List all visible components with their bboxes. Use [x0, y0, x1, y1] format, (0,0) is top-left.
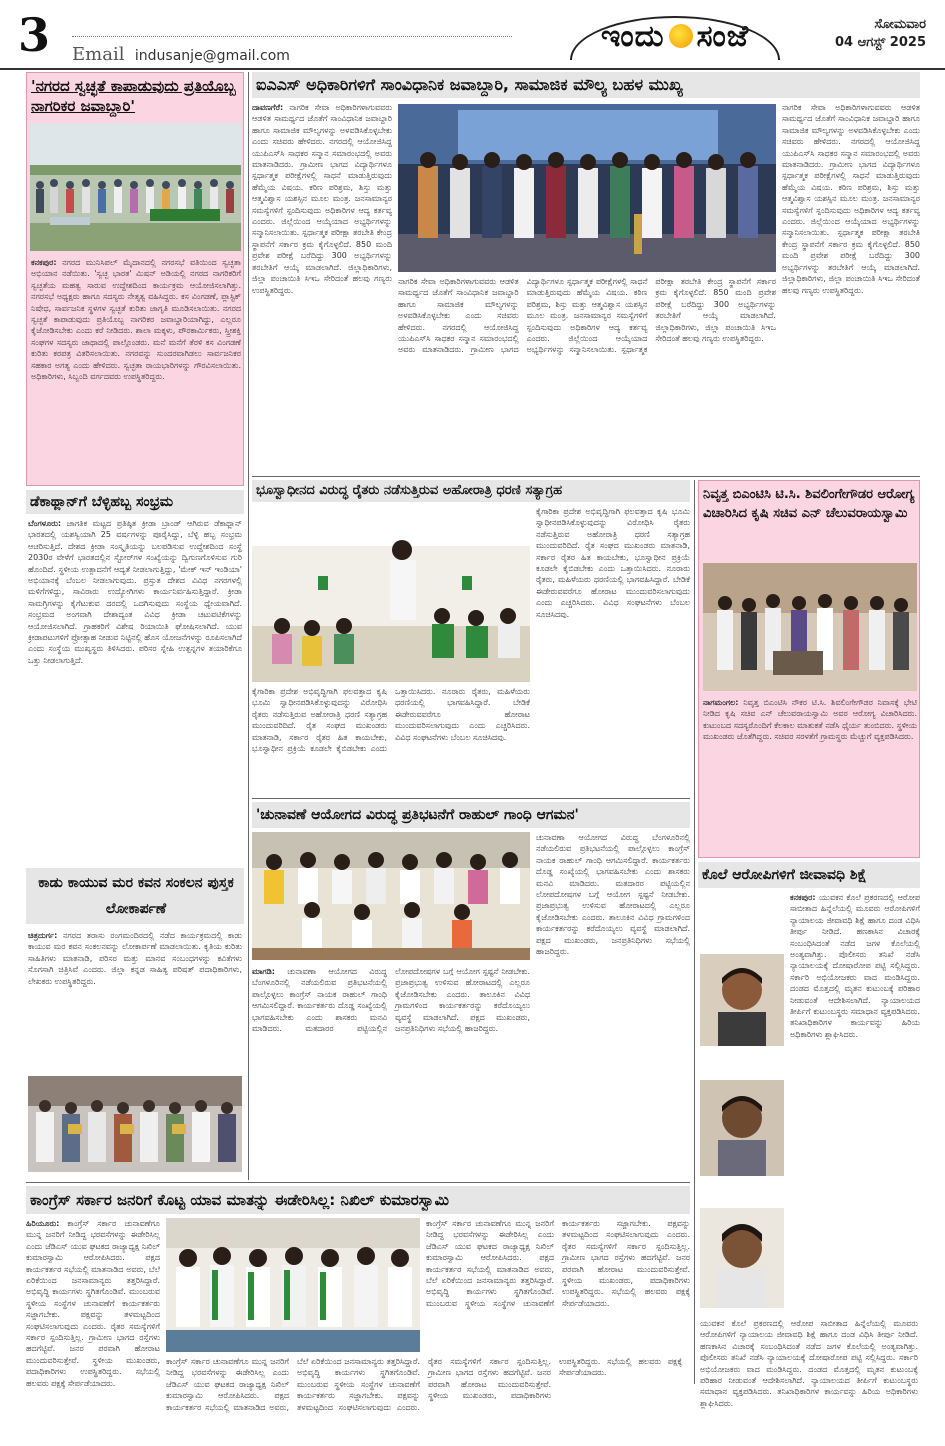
headline-nikhil: ಕಾಂಗ್ರೆಸ್ ಸರ್ಕಾರ ಜನರಿಗೆ ಕೊಟ್ಟ ಯಾವ ಮಾತನ್ನು ಈಡೇರಿಸಿಲ್ಲ: ನಿಖಿಲ್ ಕುಮಾರಸ್ವಾಮಿ [30, 1191, 450, 1209]
text-rahul-right: ಚುನಾವಣಾ ಆಯೋಗದ ವಿರುದ್ಧ ಬೆಂಗಳೂರಿನಲ್ಲಿ ನಡೆಯಲಿರುವ ಪ್ರತಿಭಟನೆಯಲ್ಲಿ ಪಾಲ್ಗೊಳ್ಳಲು ಕಾಂಗ್ರೆಸ್ ನಾಯಕ ರಾಹುಲ್ ಗಾಂಧಿ ಆಗಮಿಸಲಿದ್ದಾರೆ. ಕಾರ್ಯಕರ್ತರು ದೊಡ್ಡ ಸಂಖ್ಯೆಯಲ್ಲಿ ಭಾಗವಹಿಸಬೇಕು ಎಂದು ಶಾಸಕರು ಮನವಿ ಮಾಡಿದರು. ಮತದಾರರ ಪಟ್ಟಿಯಲ್ಲಿನ ಲೋಪದೋಷಗಳ ಬಗ್ಗೆ ಆಯೋಗ ಸ್ಪಷ್ಟನೆ ನೀಡಬೇಕು. ಪ್ರಜಾಪ್ರಭುತ್ವ ಉಳಿಸುವ ಹೋರಾಟದಲ್ಲಿ ಎಲ್ಲರೂ ಕೈಜೋಡಿಸಬೇಕು ಎಂದರು. ತಾಲೂಕಿನ ವಿವಿಧ ಗ್ರಾಮಗಳಿಂದ ಕಾರ್ಯಕರ್ತರನ್ನು ಕರೆದೊಯ್ಯಲು ವ್ಯವಸ್ಥೆ ಮಾಡಲಾಗಿದೆ. ಪಕ್ಷದ ಮುಖಂಡರು, ಜನಪ್ರತಿನಿಧಿಗಳು ಸಭೆಯಲ್ಲಿ ಹಾಜರಿದ್ದರು. [536, 833, 690, 957]
headline-book-release: ಕಾಡು ಕಾಯುವ ಮರ ಕವನ ಸಂಕಲನ ಪುಸ್ತಕ ಲೋಕಾರ್ಪಣೆ [38, 875, 234, 917]
issue-date-text: 04 ಆಗಸ್ಟ್ 2025 [835, 35, 926, 51]
masthead [0, 0, 945, 70]
body-city-clean [31, 257, 241, 483]
newspaper-logo [560, 14, 790, 58]
party-meeting-illustration [252, 832, 530, 960]
article-life-sentence [698, 862, 920, 1422]
article-retired-visit [698, 480, 920, 858]
text-book-release: ನಗರದ ತರಾಸು ರಂಗಮಂದಿರದಲ್ಲಿ ನಡೆದ ಕಾರ್ಯಕ್ರಮದಲ್ಲಿ ಕಾಡು ಕಾಯುವ ಮರ ಕವನ ಸಂಕಲನವನ್ನು ಲೋಕಾರ್ಪಣೆ ಮಾಡಲಾಯಿತು. ಕೃತಿಯ ಕುರಿತು ಸಾಹಿತಿಗಳು ಮಾತನಾಡಿ, ಪರಿಸರ ಮತ್ತು ಮಾನವ ಸಂಬಂಧಗಳನ್ನು ಕವಿತೆಗಳು ಸೊಗಸಾಗಿ ಚಿತ್ರಿಸಿವೆ ಎಂದರು. ಜಿಲ್ಲಾ ಕನ್ನಡ ಸಾಹಿತ್ಯ ಪರಿಷತ್ ಪದಾಧಿಕಾರಿಗಳು, ಲೇಖಕರು ಉಪಸ್ಥಿತರಿದ್ದರು. [28, 931, 242, 986]
body-farmers-bottom [252, 686, 530, 792]
text-rahul: ಚುನಾವಣಾ ಆಯೋಗದ ವಿರುದ್ಧ ಬೆಂಗಳೂರಿನಲ್ಲಿ ನಡೆಯಲಿರುವ ಪ್ರತಿಭಟನೆಯಲ್ಲಿ ಪಾಲ್ಗೊಳ್ಳಲು ಕಾಂಗ್ರೆಸ್ ನಾಯಕ ರಾಹುಲ್ ಗಾಂಧಿ ಆಗಮಿಸಲಿದ್ದಾರೆ. ಕಾರ್ಯಕರ್ತರು ದೊಡ್ಡ ಸಂಖ್ಯೆಯಲ್ಲಿ ಭಾಗವಹಿಸಬೇಕು ಎಂದು ಶಾಸಕರು ಮನವಿ ಮಾಡಿದರು. ಮತದಾರರ ಪಟ್ಟಿಯಲ್ಲಿನ ಲೋಪದೋಷಗಳ ಬಗ್ಗೆ ಆಯೋಗ ಸ್ಪಷ್ಟನೆ ನೀಡಬೇಕು. ಪ್ರಜಾಪ್ರಭುತ್ವ ಉಳಿಸುವ ಹೋರಾಟದಲ್ಲಿ ಎಲ್ಲರೂ ಕೈಜೋಡಿಸಬೇಕು ಎಂದರು. ತಾಲೂಕಿನ ವಿವಿಧ ಗ್ರಾಮಗಳಿಂದ ಕಾರ್ಯಕರ್ತರನ್ನು ಕರೆದೊಯ್ಯಲು ವ್ಯವಸ್ಥೆ ಮಾಡಲಾಗಿದೆ. ಪಕ್ಷದ ಮುಖಂಡರು, ಜನಪ್ರತಿನಿಧಿಗಳು ಸಭೆಯಲ್ಲಿ ಹಾಜರಿದ್ದರು. [252, 967, 530, 1034]
body-life-sentence-bottom [700, 1318, 918, 1418]
text-nikhil-right: ಕಾಂಗ್ರೆಸ್ ಸರ್ಕಾರ ಚುನಾವಣೆಗೂ ಮುನ್ನ ಜನರಿಗೆ ನೀಡಿದ್ದ ಭರವಸೆಗಳನ್ನು ಈಡೇರಿಸಿಲ್ಲ ಎಂದು ಜೆಡಿಎಸ್ ಯುವ ಘಟಕದ ರಾಜ್ಯಾಧ್ಯಕ್ಷ ನಿಖಿಲ್ ಕುಮಾರಸ್ವಾಮಿ ಆರೋಪಿಸಿದರು. ಪಕ್ಷದ ಕಾರ್ಯಕರ್ತರ ಸಭೆಯಲ್ಲಿ ಮಾತನಾಡಿದ ಅವರು, ಬೆಲೆ ಏರಿಕೆಯಿಂದ ಜನಸಾಮಾನ್ಯರು ತತ್ತರಿಸಿದ್ದಾರೆ. ಅಭಿವೃದ್ಧಿ ಕಾರ್ಯಗಳು ಸ್ಥಗಿತಗೊಂಡಿವೆ. ಮುಂಬರುವ ಸ್ಥಳೀಯ ಸಂಸ್ಥೆಗಳ ಚುನಾವಣೆಗೆ ಕಾರ್ಯಕರ್ತರು ಸಜ್ಜಾಗಬೇಕು. ಪಕ್ಷವನ್ನು ತಳಮಟ್ಟದಿಂದ ಸಂಘಟಿಸಲಾಗುವುದು ಎಂದರು. ರೈತರ ಸಮಸ್ಯೆಗಳಿಗೆ ಸರ್ಕಾರ ಸ್ಪಂದಿಸುತ್ತಿಲ್ಲ. ಗ್ರಾಮೀಣ ಭಾಗದ ರಸ್ತೆಗಳು ಹದಗೆಟ್ಟಿವೆ. ಜನರ ಪರವಾಗಿ ಹೋರಾಟ ಮುಂದುವರಿಸುತ್ತೇವೆ. ಸ್ಥಳೀಯ ಮುಖಂಡರು, ಪದಾಧಿಕಾರಿಗಳು ಉಪಸ್ಥಿತರಿದ್ದರು. ಸಭೆಯಲ್ಲಿ ಹಲವರು ಪಕ್ಷಕ್ಕೆ ಸೇರ್ಪಡೆಯಾದರು. [426, 1219, 690, 1308]
text-life-sentence: ಯುವಕನ ಕೊಲೆ ಪ್ರಕರಣದಲ್ಲಿ ಆರೋಪ ಸಾಬೀತಾದ ಹಿನ್ನೆಲೆಯಲ್ಲಿ ಮೂವರು ಆರೋಪಿಗಳಿಗೆ ನ್ಯಾಯಾಲಯ ಜೀವಾವಧಿ ಶಿಕ್ಷೆ ಹಾಗೂ ದಂಡ ವಿಧಿಸಿ ತೀರ್ಪು ನೀಡಿದೆ. ಹಣಕಾಸಿನ ವಿಚಾರಕ್ಕೆ ಸಂಬಂಧಿಸಿದಂತೆ ನಡೆದ ಜಗಳ ಕೊಲೆಯಲ್ಲಿ ಅಂತ್ಯವಾಗಿತ್ತು. ಪೊಲೀಸರು ತನಿಖೆ ನಡೆಸಿ ನ್ಯಾಯಾಲಯಕ್ಕೆ ದೋಷಾರೋಪ ಪಟ್ಟಿ ಸಲ್ಲಿಸಿದ್ದರು. ಸರ್ಕಾರಿ ಅಭಿಯೋಜಕರು ವಾದ ಮಂಡಿಸಿದ್ದರು. ದಂಡದ ಮೊತ್ತದಲ್ಲಿ ಮೃತನ ಕುಟುಂಬಕ್ಕೆ ಪರಿಹಾರ ನೀಡುವಂತೆ ಆದೇಶಿಸಲಾಗಿದೆ. ನ್ಯಾಯಾಲಯದ ತೀರ್ಪಿಗೆ ಕುಟುಂಬಸ್ಥರು ಸಮಾಧಾನ ವ್ಯಕ್ತಪಡಿಸಿದರು. ತನಿಖಾಧಿಕಾರಿಗಳ ಕಾರ್ಯವನ್ನು ಹಿರಿಯ ಅಧಿಕಾರಿಗಳು ಶ್ಲಾಘಿಸಿದರು. [790, 893, 920, 1039]
article-city-clean [26, 72, 244, 486]
headline-retired-visit: ನಿವೃತ್ತ ಬಿಎಂಟಿಸಿ ಟಿ.ಸಿ. ಶಿವಲಿಂಗೇಗೌಡರ ಆರೋಗ್ಯ ವಿಚಾರಿಸಿದ ಕೃಷಿ ಸಚಿವ ಎನ್ ಚೆಲುವರಾಯಸ್ವಾಮಿ [703, 487, 915, 521]
body-ias-left [252, 102, 392, 472]
photo-accused-3 [700, 1208, 784, 1308]
masthead-rule [72, 36, 512, 37]
body-book-release [28, 930, 242, 1072]
book-release-illustration [28, 1076, 242, 1172]
page-number: 3 [18, 8, 51, 62]
text-ias-continued: ನಾಗರಿಕ ಸೇವಾ ಅಧಿಕಾರಿಗಳಾಗುವವರು ಆಡಳಿತ ಸಾಮರ್ಥ್ಯದ ಜೊತೆಗೆ ಸಾಂವಿಧಾನಿಕ ಜವಾಬ್ದಾರಿ ಹಾಗೂ ಸಾಮಾಜಿಕ ಮೌಲ್ಯಗಳನ್ನು ಅಳವಡಿಸಿಕೊಳ್ಳಬೇಕು ಎಂದು ಸಚಿವರು ಹೇಳಿದರು. ನಗರದಲ್ಲಿ ಆಯೋಜಿಸಿದ್ದ ಯುಪಿಎಸ್‌ಸಿ ಸಾಧಕರ ಸನ್ಮಾನ ಸಮಾರಂಭದಲ್ಲಿ ಅವರು ಮಾತನಾಡಿದರು. ಗ್ರಾಮೀಣ ಭಾಗದ ವಿದ್ಯಾರ್ಥಿಗಳೂ ಸ್ಪರ್ಧಾತ್ಮಕ ಪರೀಕ್ಷೆಗಳಲ್ಲಿ ಸಾಧನೆ ಮಾಡುತ್ತಿರುವುದು ಹೆಮ್ಮೆಯ ವಿಷಯ. ಕಠಿಣ ಪರಿಶ್ರಮ, ಶಿಸ್ತು ಮತ್ತು ಆತ್ಮವಿಶ್ವಾಸ ಯಶಸ್ಸಿನ ಮೂಲ ಮಂತ್ರ. ಜನಸಾಮಾನ್ಯರ ಸಮಸ್ಯೆಗಳಿಗೆ ಸ್ಪಂದಿಸುವುದು ಅಧಿಕಾರಿಗಳ ಆದ್ಯ ಕರ್ತವ್ಯ ಎಂದರು. ಜಿಲ್ಲೆಯಿಂದ ಆಯ್ಕೆಯಾದ ಅಭ್ಯರ್ಥಿಗಳನ್ನು ಸನ್ಮಾನಿಸಲಾಯಿತು. ಸ್ಪರ್ಧಾತ್ಮಕ ಪರೀಕ್ಷಾ ತರಬೇತಿ ಕೇಂದ್ರ ಸ್ಥಾಪನೆಗೆ ಸರ್ಕಾರ ಕ್ರಮ ಕೈಗೊಳ್ಳಲಿದೆ. 850 ಮಂದಿ ಪ್ರವೇಶ ಪರೀಕ್ಷೆ ಬರೆದಿದ್ದು 300 ಅಭ್ಯರ್ಥಿಗಳನ್ನು ತರಬೇತಿಗೆ ಆಯ್ಕೆ ಮಾಡಲಾಗಿದೆ. ಜಿಲ್ಲಾಧಿಕಾರಿಗಳು, ಜಿಲ್ಲಾ ಪಂಚಾಯಿತಿ ಸಿಇಒ ಸೇರಿದಂತೆ ಹಲವು ಗಣ್ಯರು ಉಪಸ್ಥಿತರಿದ್ದರು. [398, 277, 776, 355]
headline-decathlon: ಡೆಕಾಥ್ಲಾನ್‌ಗೆ ಬೆಳ್ಳಿಹಬ್ಬ ಸಂಭ್ರಮ [30, 494, 174, 510]
text-ias: ನಾಗರಿಕ ಸೇವಾ ಅಧಿಕಾರಿಗಳಾಗುವವರು ಆಡಳಿತ ಸಾಮರ್ಥ್ಯದ ಜೊತೆಗೆ ಸಾಂವಿಧಾನಿಕ ಜವಾಬ್ದಾರಿ ಹಾಗೂ ಸಾಮಾಜಿಕ ಮೌಲ್ಯಗಳನ್ನು ಅಳವಡಿಸಿಕೊಳ್ಳಬೇಕು ಎಂದು ಸಚಿವರು ಹೇಳಿದರು. ನಗರದಲ್ಲಿ ಆಯೋಜಿಸಿದ್ದ ಯುಪಿಎಸ್‌ಸಿ ಸಾಧಕರ ಸನ್ಮಾನ ಸಮಾರಂಭದಲ್ಲಿ ಅವರು ಮಾತನಾಡಿದರು. ಗ್ರಾಮೀಣ ಭಾಗದ ವಿದ್ಯಾರ್ಥಿಗಳೂ ಸ್ಪರ್ಧಾತ್ಮಕ ಪರೀಕ್ಷೆಗಳಲ್ಲಿ ಸಾಧನೆ ಮಾಡುತ್ತಿರುವುದು ಹೆಮ್ಮೆಯ ವಿಷಯ. ಕಠಿಣ ಪರಿಶ್ರಮ, ಶಿಸ್ತು ಮತ್ತು ಆತ್ಮವಿಶ್ವಾಸ ಯಶಸ್ಸಿನ ಮೂಲ ಮಂತ್ರ. ಜನಸಾಮಾನ್ಯರ ಸಮಸ್ಯೆಗಳಿಗೆ ಸ್ಪಂದಿಸುವುದು ಅಧಿಕಾರಿಗಳ ಆದ್ಯ ಕರ್ತವ್ಯ ಎಂದರು. ಜಿಲ್ಲೆಯಿಂದ ಆಯ್ಕೆಯಾದ ಅಭ್ಯರ್ಥಿಗಳನ್ನು ಸನ್ಮಾನಿಸಲಾಯಿತು. ಸ್ಪರ್ಧಾತ್ಮಕ ಪರೀಕ್ಷಾ ತರಬೇತಿ ಕೇಂದ್ರ ಸ್ಥಾಪನೆಗೆ ಸರ್ಕಾರ ಕ್ರಮ ಕೈಗೊಳ್ಳಲಿದೆ. 850 ಮಂದಿ ಪ್ರವೇಶ ಪರೀಕ್ಷೆ ಬರೆದಿದ್ದು 300 ಅಭ್ಯರ್ಥಿಗಳನ್ನು ತರಬೇತಿಗೆ ಆಯ್ಕೆ ಮಾಡಲಾಗಿದೆ. ಜಿಲ್ಲಾಧಿಕಾರಿಗಳು, ಜಿಲ್ಲಾ ಪಂಚಾಯಿತಿ ಸಿಇಒ ಸೇರಿದಂತೆ ಹಲವು ಗಣ್ಯರು ಉಪಸ್ಥಿತರಿದ್ದರು. [252, 103, 392, 295]
article-nikhil [26, 1186, 690, 1422]
body-retired-visit [703, 697, 917, 853]
headline-farmers: ಭೂಸ್ವಾಧೀನದ ವಿರುದ್ಧ ರೈತರು ನಡೆಸುತ್ತಿರುವ ಅಹೋರಾತ್ರಿ ಧರಣಿ ಸತ್ಯಾಗ್ರಹ [256, 483, 563, 498]
logo-text-right: ಸಂಜೆ [696, 18, 750, 54]
text-farmers-continued: ಕೈಗಾರಿಕಾ ಪ್ರದೇಶ ಅಭಿವೃದ್ಧಿಗಾಗಿ ಫಲವತ್ತಾದ ಕೃಷಿ ಭೂಮಿ ಸ್ವಾಧೀನಪಡಿಸಿಕೊಳ್ಳುವುದನ್ನು ವಿರೋಧಿಸಿ ರೈತರು ನಡೆಸುತ್ತಿರುವ ಅಹೋರಾತ್ರಿ ಧರಣಿ ಸತ್ಯಾಗ್ರಹ ಮುಂದುವರಿದಿದೆ. ರೈತ ಸಂಘದ ಮುಖಂಡರು ಮಾತನಾಡಿ, ಸರ್ಕಾರ ರೈತರ ಹಿತ ಕಾಯಬೇಕು, ಭೂಸ್ವಾಧೀನ ಪ್ರಕ್ರಿಯೆ ಕೂಡಲೇ ಕೈಬಿಡಬೇಕು ಎಂದು ಒತ್ತಾಯಿಸಿದರು. ನೂರಾರು ರೈತರು, ಮಹಿಳೆಯರು ಧರಣಿಯಲ್ಲಿ ಭಾಗವಹಿಸಿದ್ದಾರೆ. ಬೇಡಿಕೆ ಈಡೇರುವವರೆಗೂ ಹೋರಾಟ ಮುಂದುವರಿಸಲಾಗುವುದು ಎಂದು ಎಚ್ಚರಿಸಿದರು. ವಿವಿಧ ಸಂಘಟನೆಗಳು ಬೆಂಬಲ ಸೂಚಿಸಿದವು. [252, 687, 530, 754]
text-ias-right: ನಾಗರಿಕ ಸೇವಾ ಅಧಿಕಾರಿಗಳಾಗುವವರು ಆಡಳಿತ ಸಾಮರ್ಥ್ಯದ ಜೊತೆಗೆ ಸಾಂವಿಧಾನಿಕ ಜವಾಬ್ದಾರಿ ಹಾಗೂ ಸಾಮಾಜಿಕ ಮೌಲ್ಯಗಳನ್ನು ಅಳವಡಿಸಿಕೊಳ್ಳಬೇಕು ಎಂದು ಸಚಿವರು ಹೇಳಿದರು. ನಗರದಲ್ಲಿ ಆಯೋಜಿಸಿದ್ದ ಯುಪಿಎಸ್‌ಸಿ ಸಾಧಕರ ಸನ್ಮಾನ ಸಮಾರಂಭದಲ್ಲಿ ಅವರು ಮಾತನಾಡಿದರು. ಗ್ರಾಮೀಣ ಭಾಗದ ವಿದ್ಯಾರ್ಥಿಗಳೂ ಸ್ಪರ್ಧಾತ್ಮಕ ಪರೀಕ್ಷೆಗಳಲ್ಲಿ ಸಾಧನೆ ಮಾಡುತ್ತಿರುವುದು ಹೆಮ್ಮೆಯ ವಿಷಯ. ಕಠಿಣ ಪರಿಶ್ರಮ, ಶಿಸ್ತು ಮತ್ತು ಆತ್ಮವಿಶ್ವಾಸ ಯಶಸ್ಸಿನ ಮೂಲ ಮಂತ್ರ. ಜನಸಾಮಾನ್ಯರ ಸಮಸ್ಯೆಗಳಿಗೆ ಸ್ಪಂದಿಸುವುದು ಅಧಿಕಾರಿಗಳ ಆದ್ಯ ಕರ್ತವ್ಯ ಎಂದರು. ಜಿಲ್ಲೆಯಿಂದ ಆಯ್ಕೆಯಾದ ಅಭ್ಯರ್ಥಿಗಳನ್ನು ಸನ್ಮಾನಿಸಲಾಯಿತು. ಸ್ಪರ್ಧಾತ್ಮಕ ಪರೀಕ್ಷಾ ತರಬೇತಿ ಕೇಂದ್ರ ಸ್ಥಾಪನೆಗೆ ಸರ್ಕಾರ ಕ್ರಮ ಕೈಗೊಳ್ಳಲಿದೆ. 850 ಮಂದಿ ಪ್ರವೇಶ ಪರೀಕ್ಷೆ ಬರೆದಿದ್ದು 300 ಅಭ್ಯರ್ಥಿಗಳನ್ನು ತರಬೇತಿಗೆ ಆಯ್ಕೆ ಮಾಡಲಾಗಿದೆ. ಜಿಲ್ಲಾಧಿಕಾರಿಗಳು, ಜಿಲ್ಲಾ ಪಂಚಾಯಿತಿ ಸಿಇಒ ಸೇರಿದಂತೆ ಹಲವು ಗಣ್ಯರು ಉಪಸ್ಥಿತರಿದ್ದರು. [782, 103, 920, 295]
accused-portrait-1 [700, 954, 784, 1046]
dateline-life-sentence: ಕನಕಪುರ: [790, 893, 816, 902]
body-farmers-right [536, 506, 690, 792]
photo-rahul-meeting [252, 832, 530, 960]
photo-book-release [28, 1076, 242, 1172]
photo-accused-2 [700, 1080, 784, 1176]
retired-family-illustration [703, 563, 917, 691]
photo-ias-felicitation [398, 104, 776, 272]
email-address[interactable]: indusanje@gmail.com [134, 48, 290, 64]
photo-nikhil-rally [166, 1218, 420, 1352]
text-life-sentence-continued: ಯುವಕನ ಕೊಲೆ ಪ್ರಕರಣದಲ್ಲಿ ಆರೋಪ ಸಾಬೀತಾದ ಹಿನ್ನೆಲೆಯಲ್ಲಿ ಮೂವರು ಆರೋಪಿಗಳಿಗೆ ನ್ಯಾಯಾಲಯ ಜೀವಾವಧಿ ಶಿಕ್ಷೆ ಹಾಗೂ ದಂಡ ವಿಧಿಸಿ ತೀರ್ಪು ನೀಡಿದೆ. ಹಣಕಾಸಿನ ವಿಚಾರಕ್ಕೆ ಸಂಬಂಧಿಸಿದಂತೆ ನಡೆದ ಜಗಳ ಕೊಲೆಯಲ್ಲಿ ಅಂತ್ಯವಾಗಿತ್ತು. ಪೊಲೀಸರು ತನಿಖೆ ನಡೆಸಿ ನ್ಯಾಯಾಲಯಕ್ಕೆ ದೋಷಾರೋಪ ಪಟ್ಟಿ ಸಲ್ಲಿಸಿದ್ದರು. ಸರ್ಕಾರಿ ಅಭಿಯೋಜಕರು ವಾದ ಮಂಡಿಸಿದ್ದರು. ದಂಡದ ಮೊತ್ತದಲ್ಲಿ ಮೃತನ ಕುಟುಂಬಕ್ಕೆ ಪರಿಹಾರ ನೀಡುವಂತೆ ಆದೇಶಿಸಲಾಗಿದೆ. ನ್ಯಾಯಾಲಯದ ತೀರ್ಪಿಗೆ ಕುಟುಂಬಸ್ಥರು ಸಮಾಧಾನ ವ್ಯಕ್ತಪಡಿಸಿದರು. ತನಿಖಾಧಿಕಾರಿಗಳ ಕಾರ್ಯವನ್ನು ಹಿರಿಯ ಅಧಿಕಾರಿಗಳು ಶ್ಲಾಘಿಸಿದರು. [700, 1319, 918, 1408]
logo-text-left: ಇಂದು [600, 18, 665, 54]
body-nikhil-right [426, 1218, 690, 1420]
text-city-clean: ನಗರದ ಮುನಿಸಿಪಲ್ ಮೈದಾನದಲ್ಲಿ ನಗರಸಭೆ ವತಿಯಿಂದ ಸ್ವಚ್ಛತಾ ಅಭಿಯಾನ ನಡೆಯಿತು. 'ಸ್ವಚ್ಛ ಭಾರತ' ಮಿಷನ್ ಅಡಿಯಲ್ಲಿ ನಗರದ ನಾಗರಿಕರಿಗೆ ಸ್ವಚ್ಛತೆಯ ಮಹತ್ವ ಸಾರುವ ಉದ್ದೇಶದಿಂದ ಕಾರ್ಯಕ್ರಮ ಆಯೋಜಿಸಲಾಗಿತ್ತು. ನಗರಸಭೆ ಅಧ್ಯಕ್ಷರು ಹಾಗೂ ಸದಸ್ಯರು ನೇತೃತ್ವ ವಹಿಸಿದ್ದರು. ಕಸ ವಿಂಗಡಣೆ, ಪ್ಲಾಸ್ಟಿಕ್ ನಿಷೇಧ, ಸಾರ್ವಜನಿಕ ಸ್ಥಳಗಳ ಸ್ವಚ್ಛತೆ ಕುರಿತು ಜಾಗೃತಿ ಮೂಡಿಸಲಾಯಿತು. ನಗರದ ಸ್ವಚ್ಛತೆ ಕಾಪಾಡುವುದು ಪ್ರತಿಯೊಬ್ಬ ನಾಗರಿಕರ ಜವಾಬ್ದಾರಿಯಾಗಿದ್ದು, ಎಲ್ಲರೂ ಕೈಜೋಡಿಸಬೇಕು ಎಂದು ಕರೆ ನೀಡಿದರು. ಶಾಲಾ ಮಕ್ಕಳು, ಪೌರಕಾರ್ಮಿಕರು, ಸ್ತ್ರೀಶಕ್ತಿ ಸಂಘಗಳ ಸದಸ್ಯರು ಜಾಥಾದಲ್ಲಿ ಪಾಲ್ಗೊಂಡರು. ಮನೆ ಮನೆಗೆ ತೆರಳಿ ಕಸ ವಿಂಗಡಣೆ ಕುರಿತು ಕರಪತ್ರ ವಿತರಿಸಲಾಯಿತು. ನಗರವನ್ನು ಸುಂದರವಾಗಿಡಲು ಸಾರ್ವಜನಿಕರ ಸಹಕಾರ ಅಗತ್ಯ ಎಂದು ಹೇಳಿದರು. ಸ್ವಚ್ಛತಾ ರಾಯಭಾರಿಗಳನ್ನು ಗೌರವಿಸಲಾಯಿತು. ಅಧಿಕಾರಿಗಳು, ಸಿಬ್ಬಂದಿ ವರ್ಗದವರು ಉಪಸ್ಥಿತರಿದ್ದರು. [31, 258, 241, 382]
dateline-rahul: ಮಾಗಡಿ: [252, 967, 275, 976]
dateline-decathlon: ಬೆಂಗಳೂರು: [28, 519, 62, 528]
dateline-nikhil: ಹಿರಿಯೂರು: [26, 1219, 60, 1228]
headline-city-clean: 'ನಗರದ ಸ್ವಚ್ಛತೆ ಕಾಪಾಡುವುದು ಪ್ರತಿಯೊಬ್ಬ ನಾಗರಿಕರ ಜವಾಬ್ದಾರಿ' [31, 77, 236, 115]
body-nikhil-bottom [166, 1356, 682, 1420]
headline-rahul: 'ಚುನಾವಣೆ ಆಯೋಗದ ವಿರುದ್ಧ ಪ್ರತಿಭಟನೆಗೆ ರಾಹುಲ್ ಗಾಂಧಿ ಆಗಮನ' [256, 807, 579, 823]
text-decathlon: ಜಾಗತಿಕ ಮಟ್ಟದ ಪ್ರತಿಷ್ಠಿತ ಕ್ರೀಡಾ ಬ್ರಾಂಡ್ ಆಗಿರುವ ಡೆಕಾಥ್ಲಾನ್ ಭಾರತದಲ್ಲಿ ಯಶಸ್ವಿಯಾಗಿ 25 ವರ್ಷಗಳನ್ನು ಪೂರೈಸಿದ್ದು, ಬೆಳ್ಳಿ ಹಬ್ಬ ಸಂಭ್ರಮ ಆಚರಿಸುತ್ತಿದೆ. ದೇಶದ ಕ್ರೀಡಾ ಸಂಸ್ಕೃತಿಯನ್ನು ಬಲಪಡಿಸುವ ಉದ್ದೇಶದಿಂದ ಸಂಸ್ಥೆ 2030ರ ವೇಳೆಗೆ ಭಾರತದಲ್ಲಿನ ಸ್ಟೋರ್‌ಗಳ ಸಂಖ್ಯೆಯನ್ನು ದ್ವಿಗುಣಗೊಳಿಸುವ ಗುರಿ ಹೊಂದಿದೆ. ಸ್ಥಳೀಯ ಉತ್ಪಾದನೆಗೆ ಆದ್ಯತೆ ನೀಡಲಾಗುತ್ತಿದ್ದು, 'ಮೇಕ್ ಇನ್ ಇಂಡಿಯಾ' ಅಭಿಯಾನಕ್ಕೆ ಬೆಂಬಲ ನೀಡಲಾಗುವುದು. ಪ್ರಸ್ತುತ ದೇಶದ ವಿವಿಧ ನಗರಗಳಲ್ಲಿ ಮಳಿಗೆಗಳಿದ್ದು, ಸಾವಿರಾರು ಉದ್ಯೋಗಿಗಳು ಕಾರ್ಯನಿರ್ವಹಿಸುತ್ತಿದ್ದಾರೆ. ಕ್ರೀಡಾ ಸಾಮಗ್ರಿಗಳನ್ನು ಕೈಗೆಟುಕುವ ದರದಲ್ಲಿ ಒದಗಿಸುವುದು ಸಂಸ್ಥೆಯ ಧ್ಯೇಯವಾಗಿದೆ. ಸಂಭ್ರಮದ ಅಂಗವಾಗಿ ದೇಶಾದ್ಯಂತ ವಿವಿಧ ಕ್ರೀಡಾ ಚಟುವಟಿಕೆಗಳನ್ನು ಆಯೋಜಿಸಲಾಗಿದೆ. ಗ್ರಾಹಕರಿಗೆ ವಿಶೇಷ ರಿಯಾಯಿತಿ ಘೋಷಿಸಲಾಗಿದೆ. ಯುವ ಕ್ರೀಡಾಪಟುಗಳಿಗೆ ಪ್ರೋತ್ಸಾಹ ನೀಡುವ ನಿಟ್ಟಿನಲ್ಲಿ ಹೊಸ ಯೋಜನೆಗಳನ್ನು ರೂಪಿಸಲಾಗಿದೆ ಎಂದು ಸಂಸ್ಥೆಯ ಮುಖ್ಯಸ್ಥರು ತಿಳಿಸಿದರು. ಪರಿಸರ ಸ್ನೇಹಿ ಉತ್ಪನ್ನಗಳ ತಯಾರಿಕೆಗೂ ಒತ್ತು ನೀಡಲಾಗುತ್ತಿದೆ. [28, 519, 243, 665]
photo-farmers-protest [252, 506, 530, 682]
headline-ias: ಐಎಎಸ್ ಅಧಿಕಾರಿಗಳಿಗೆ ಸಾಂವಿಧಾನಿಕ ಜವಾಬ್ದಾರಿ, ಸಾಮಾಜಿಕ ಮೌಲ್ಯ ಬಹಳ ಮುಖ್ಯ [256, 75, 683, 94]
issue-date [806, 16, 926, 52]
text-nikhil-continued: ಕಾಂಗ್ರೆಸ್ ಸರ್ಕಾರ ಚುನಾವಣೆಗೂ ಮುನ್ನ ಜನರಿಗೆ ನೀಡಿದ್ದ ಭರವಸೆಗಳನ್ನು ಈಡೇರಿಸಿಲ್ಲ ಎಂದು ಜೆಡಿಎಸ್ ಯುವ ಘಟಕದ ರಾಜ್ಯಾಧ್ಯಕ್ಷ ನಿಖಿಲ್ ಕುಮಾರಸ್ವಾಮಿ ಆರೋಪಿಸಿದರು. ಪಕ್ಷದ ಕಾರ್ಯಕರ್ತರ ಸಭೆಯಲ್ಲಿ ಮಾತನಾಡಿದ ಅವರು, ಬೆಲೆ ಏರಿಕೆಯಿಂದ ಜನಸಾಮಾನ್ಯರು ತತ್ತರಿಸಿದ್ದಾರೆ. ಅಭಿವೃದ್ಧಿ ಕಾರ್ಯಗಳು ಸ್ಥಗಿತಗೊಂಡಿವೆ. ಮುಂಬರುವ ಸ್ಥಳೀಯ ಸಂಸ್ಥೆಗಳ ಚುನಾವಣೆಗೆ ಕಾರ್ಯಕರ್ತರು ಸಜ್ಜಾಗಬೇಕು. ಪಕ್ಷವನ್ನು ತಳಮಟ್ಟದಿಂದ ಸಂಘಟಿಸಲಾಗುವುದು ಎಂದರು. ರೈತರ ಸಮಸ್ಯೆಗಳಿಗೆ ಸರ್ಕಾರ ಸ್ಪಂದಿಸುತ್ತಿಲ್ಲ. ಗ್ರಾಮೀಣ ಭಾಗದ ರಸ್ತೆಗಳು ಹದಗೆಟ್ಟಿವೆ. ಜನರ ಪರವಾಗಿ ಹೋರಾಟ ಮುಂದುವರಿಸುತ್ತೇವೆ. ಸ್ಥಳೀಯ ಮುಖಂಡರು, ಪದಾಧಿಕಾರಿಗಳು ಉಪಸ್ಥಿತರಿದ್ದರು. ಸಭೆಯಲ್ಲಿ ಹಲವರು ಪಕ್ಷಕ್ಕೆ ಸೇರ್ಪಡೆಯಾದರು. [166, 1357, 682, 1412]
photo-accused-1 [700, 954, 784, 1046]
dateline-book-release: ಚಿತ್ರದುರ್ಗ: [28, 931, 58, 940]
text-nikhil: ಕಾಂಗ್ರೆಸ್ ಸರ್ಕಾರ ಚುನಾವಣೆಗೂ ಮುನ್ನ ಜನರಿಗೆ ನೀಡಿದ್ದ ಭರವಸೆಗಳನ್ನು ಈಡೇರಿಸಿಲ್ಲ ಎಂದು ಜೆಡಿಎಸ್ ಯುವ ಘಟಕದ ರಾಜ್ಯಾಧ್ಯಕ್ಷ ನಿಖಿಲ್ ಕುಮಾರಸ್ವಾಮಿ ಆರೋಪಿಸಿದರು. ಪಕ್ಷದ ಕಾರ್ಯಕರ್ತರ ಸಭೆಯಲ್ಲಿ ಮಾತನಾಡಿದ ಅವರು, ಬೆಲೆ ಏರಿಕೆಯಿಂದ ಜನಸಾಮಾನ್ಯರು ತತ್ತರಿಸಿದ್ದಾರೆ. ಅಭಿವೃದ್ಧಿ ಕಾರ್ಯಗಳು ಸ್ಥಗಿತಗೊಂಡಿವೆ. ಮುಂಬರುವ ಸ್ಥಳೀಯ ಸಂಸ್ಥೆಗಳ ಚುನಾವಣೆಗೆ ಕಾರ್ಯಕರ್ತರು ಸಜ್ಜಾಗಬೇಕು. ಪಕ್ಷವನ್ನು ತಳಮಟ್ಟದಿಂದ ಸಂಘಟಿಸಲಾಗುವುದು ಎಂದರು. ರೈತರ ಸಮಸ್ಯೆಗಳಿಗೆ ಸರ್ಕಾರ ಸ್ಪಂದಿಸುತ್ತಿಲ್ಲ. ಗ್ರಾಮೀಣ ಭಾಗದ ರಸ್ತೆಗಳು ಹದಗೆಟ್ಟಿವೆ. ಜನರ ಪರವಾಗಿ ಹೋರಾಟ ಮುಂದುವರಿಸುತ್ತೇವೆ. ಸ್ಥಳೀಯ ಮುಖಂಡರು, ಪದಾಧಿಕಾರಿಗಳು ಉಪಸ್ಥಿತರಿದ್ದರು. ಸಭೆಯಲ್ಲಿ ಹಲವರು ಪಕ್ಷಕ್ಕೆ ಸೇರ್ಪಡೆಯಾದರು. [26, 1219, 160, 1388]
article-farmers [252, 480, 690, 794]
body-decathlon [28, 518, 242, 862]
dateline-city-clean: ಕನಕಪುರ: [31, 258, 57, 267]
divider-under-ias [252, 476, 920, 477]
body-rahul-bottom [252, 966, 530, 1176]
ias-felicitation-illustration [398, 104, 776, 272]
email-block [72, 44, 290, 65]
article-rahul [252, 802, 690, 1178]
headline-life-sentence: ಕೊಲೆ ಆರೋಪಿಗಳಿಗೆ ಜೀವಾವಧಿ ಶಿಕ್ಷೆ [702, 867, 867, 883]
photo-retired-family [703, 563, 917, 691]
dateline-ias: ದಾವಣಗೆರೆ: [252, 103, 284, 112]
farmers-protest-illustration [252, 506, 530, 682]
body-ias-mid [398, 276, 776, 472]
photo-clean-drive [30, 123, 241, 251]
nikhil-rally-illustration [166, 1218, 420, 1352]
column-divider-left [248, 72, 249, 1180]
email-label: Email [72, 44, 125, 65]
article-decathlon [26, 490, 244, 864]
divider-under-farmers [252, 798, 690, 799]
body-life-sentence-right [790, 892, 920, 1312]
column-divider-right [694, 480, 695, 1384]
dateline-retired-visit: ನಾಗಮಂಗಲ: [703, 698, 739, 707]
issue-day: ಸೋಮವಾರ [874, 17, 926, 32]
body-ias-right [782, 102, 920, 472]
body-nikhil-left [26, 1218, 160, 1420]
divider-above-nikhil [26, 1182, 690, 1183]
accused-portrait-3 [700, 1208, 784, 1308]
text-retired-visit: ನಿವೃತ್ತ ಬಿಎಂಟಿಸಿ ನೌಕರ ಟಿ.ಸಿ. ಶಿವಲಿಂಗೇಗೌಡರ ನಿವಾಸಕ್ಕೆ ಭೇಟಿ ನೀಡಿದ ಕೃಷಿ ಸಚಿವ ಎನ್ ಚೆಲುವರಾಯಸ್ವಾಮಿ ಅವರ ಆರೋಗ್ಯ ವಿಚಾರಿಸಿದರು. ಕುಟುಂಬದ ಸದಸ್ಯರೊಂದಿಗೆ ಕೆಲಕಾಲ ಮಾತುಕತೆ ನಡೆಸಿ ಧೈರ್ಯ ತುಂಬಿದರು. ಸ್ಥಳೀಯ ಮುಖಂಡರು ಜೊತೆಗಿದ್ದರು. ಸಚಿವರ ಸರಳತೆಗೆ ಗ್ರಾಮಸ್ಥರು ಮೆಚ್ಚುಗೆ ವ್ಯಕ್ತಪಡಿಸಿದರು. [703, 698, 917, 742]
accused-portrait-2 [700, 1080, 784, 1176]
article-book-release [26, 868, 244, 1178]
article-ias [252, 72, 920, 474]
body-rahul-right [536, 832, 690, 1176]
text-farmers: ಕೈಗಾರಿಕಾ ಪ್ರದೇಶ ಅಭಿವೃದ್ಧಿಗಾಗಿ ಫಲವತ್ತಾದ ಕೃಷಿ ಭೂಮಿ ಸ್ವಾಧೀನಪಡಿಸಿಕೊಳ್ಳುವುದನ್ನು ವಿರೋಧಿಸಿ ರೈತರು ನಡೆಸುತ್ತಿರುವ ಅಹೋರಾತ್ರಿ ಧರಣಿ ಸತ್ಯಾಗ್ರಹ ಮುಂದುವರಿದಿದೆ. ರೈತ ಸಂಘದ ಮುಖಂಡರು ಮಾತನಾಡಿ, ಸರ್ಕಾರ ರೈತರ ಹಿತ ಕಾಯಬೇಕು, ಭೂಸ್ವಾಧೀನ ಪ್ರಕ್ರಿಯೆ ಕೂಡಲೇ ಕೈಬಿಡಬೇಕು ಎಂದು ಒತ್ತಾಯಿಸಿದರು. ನೂರಾರು ರೈತರು, ಮಹಿಳೆಯರು ಧರಣಿಯಲ್ಲಿ ಭಾಗವಹಿಸಿದ್ದಾರೆ. ಬೇಡಿಕೆ ಈಡೇರುವವರೆಗೂ ಹೋರಾಟ ಮುಂದುವರಿಸಲಾಗುವುದು ಎಂದು ಎಚ್ಚರಿಸಿದರು. ವಿವಿಧ ಸಂಘಟನೆಗಳು ಬೆಂಬಲ ಸೂಚಿಸಿದವು. [536, 507, 690, 619]
clean-drive-illustration [30, 123, 241, 251]
